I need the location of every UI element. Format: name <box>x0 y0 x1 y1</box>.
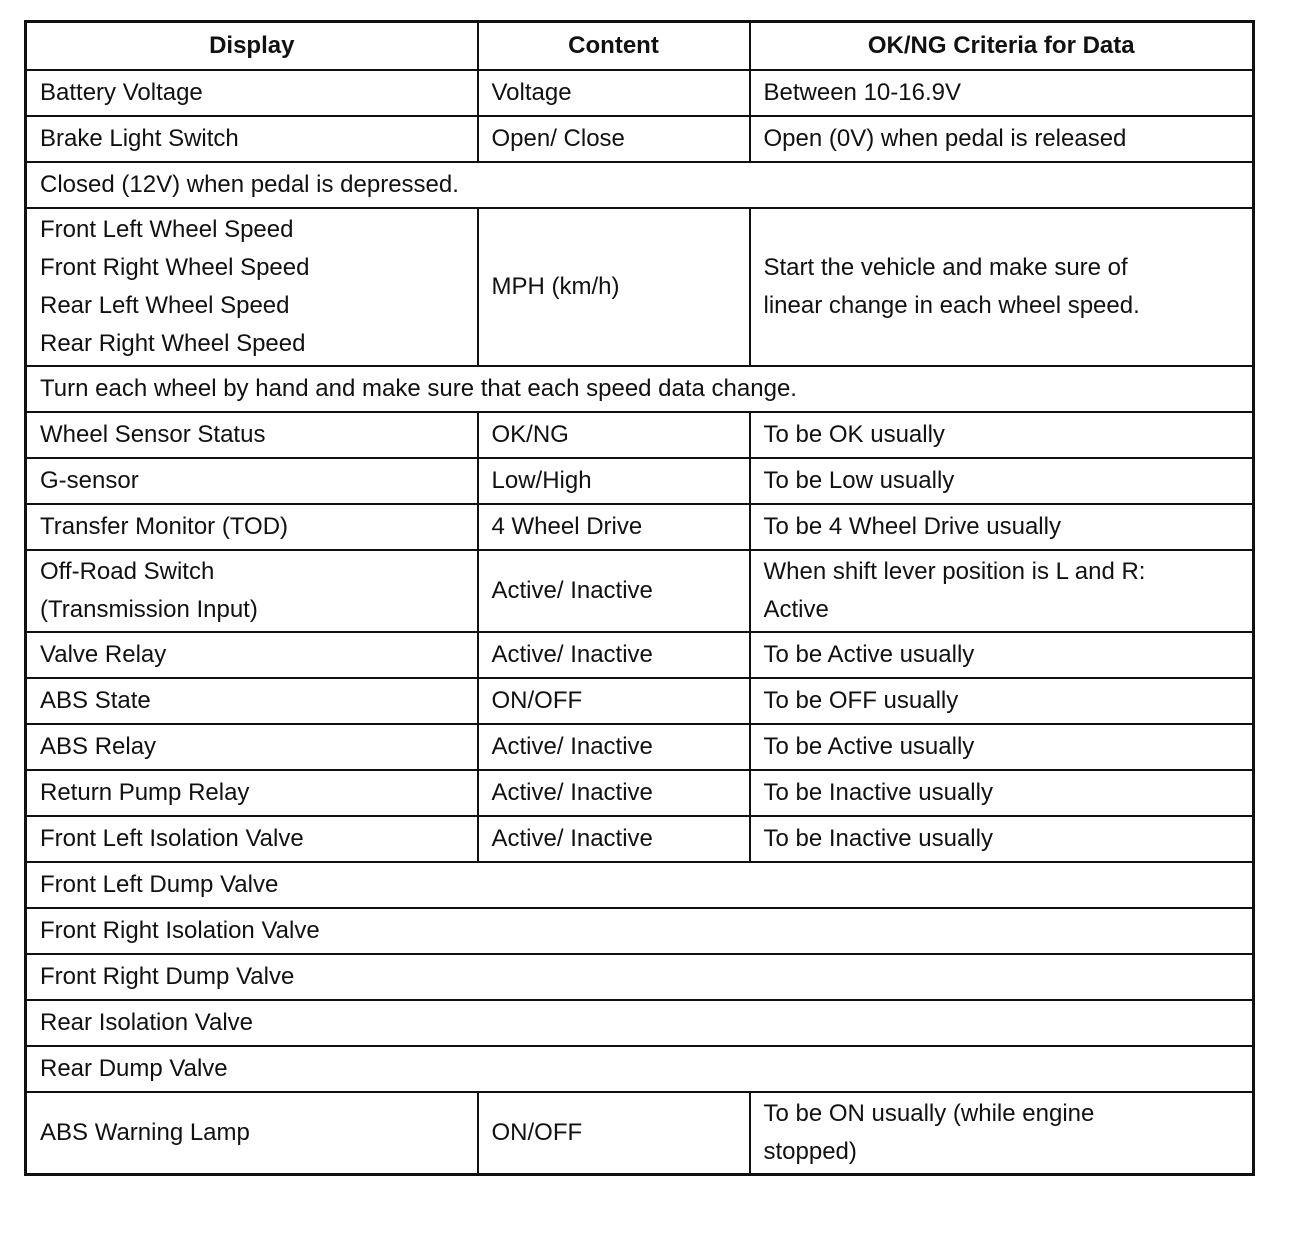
cell-display: Transfer Monitor (TOD) <box>26 504 478 550</box>
table-row-valve-relay <box>26 632 1254 678</box>
wheel-speed-front-left: Front Left Wheel Speed <box>40 216 294 243</box>
cell-display: ABS Relay <box>26 724 478 770</box>
cell-content: Active/ Inactive <box>478 632 750 678</box>
cell-display: Front Right Dump Valve <box>26 954 1254 1000</box>
table-row-front-right-dump-valve <box>26 954 1254 1000</box>
table-row-return-pump-relay <box>26 770 1254 816</box>
cell-content: ON/OFF <box>478 678 750 724</box>
display-line: Off-Road Switch <box>40 558 215 585</box>
table-row-abs-relay <box>26 724 1254 770</box>
cell-display: Brake Light Switch <box>26 116 478 162</box>
cell-criteria: To be Low usually <box>750 458 1254 504</box>
cell-note: Turn each wheel by hand and make sure that each speed data change. <box>26 366 1254 412</box>
cell-criteria: To be Inactive usually <box>750 770 1254 816</box>
table-row-battery-voltage <box>26 70 1254 116</box>
table-row-wheel-speed-note <box>26 366 1254 412</box>
cell-criteria: To be OK usually <box>750 412 1254 458</box>
display-line: (Transmission Input) <box>40 596 258 623</box>
criteria-line: linear change in each wheel speed. <box>763 292 1140 319</box>
cell-criteria: Open (0V) when pedal is released <box>750 116 1254 162</box>
cell-content: Active/ Inactive <box>478 724 750 770</box>
table-row-brake-light-switch <box>26 116 1254 162</box>
wheel-speed-rear-left: Rear Left Wheel Speed <box>40 292 290 319</box>
table-row-g-sensor <box>26 458 1254 504</box>
table-row-transfer-monitor <box>26 504 1254 550</box>
cell-criteria: To be 4 Wheel Drive usually <box>750 504 1254 550</box>
cell-display <box>26 208 478 366</box>
table-row-front-left-isolation-valve <box>26 816 1254 862</box>
cell-criteria: To be Active usually <box>750 632 1254 678</box>
criteria-line: To be ON usually (while engine <box>763 1100 1095 1127</box>
table-row-rear-isolation-valve <box>26 1000 1254 1046</box>
table-row-rear-dump-valve <box>26 1046 1254 1092</box>
table-row-wheel-speed <box>26 208 1254 366</box>
table-header-row <box>26 22 1254 71</box>
cell-criteria: To be Active usually <box>750 724 1254 770</box>
criteria-line: Active <box>763 596 829 623</box>
cell-content: Open/ Close <box>478 116 750 162</box>
cell-display: Front Right Isolation Valve <box>26 908 1254 954</box>
table-row-wheel-sensor-status <box>26 412 1254 458</box>
criteria-line: stopped) <box>763 1138 857 1165</box>
cell-note: Closed (12V) when pedal is depressed. <box>26 162 1254 208</box>
cell-display: Rear Dump Valve <box>26 1046 1254 1092</box>
cell-content: Voltage <box>478 70 750 116</box>
header-content: Content <box>478 22 750 71</box>
cell-criteria: To be Inactive usually <box>750 816 1254 862</box>
cell-display: Front Left Dump Valve <box>26 862 1254 908</box>
header-display: Display <box>26 22 478 71</box>
cell-display <box>26 550 478 632</box>
criteria-line: Start the vehicle and make sure of <box>763 254 1128 281</box>
table-row-front-right-isolation-valve <box>26 908 1254 954</box>
cell-criteria: To be OFF usually <box>750 678 1254 724</box>
table-row-abs-state <box>26 678 1254 724</box>
cell-content: OK/NG <box>478 412 750 458</box>
table-row-abs-warning-lamp <box>26 1092 1254 1175</box>
table-row-brake-light-note <box>26 162 1254 208</box>
cell-display: Wheel Sensor Status <box>26 412 478 458</box>
wheel-speed-front-right: Front Right Wheel Speed <box>40 254 310 281</box>
header-criteria: OK/NG Criteria for Data <box>750 22 1254 71</box>
criteria-line: When shift lever position is L and R: <box>763 558 1146 585</box>
wheel-speed-rear-right: Rear Right Wheel Speed <box>40 330 306 357</box>
cell-content: Active/ Inactive <box>478 770 750 816</box>
cell-content: Low/High <box>478 458 750 504</box>
table-row-front-left-dump-valve <box>26 862 1254 908</box>
cell-display: Rear Isolation Valve <box>26 1000 1254 1046</box>
cell-content: Active/ Inactive <box>478 816 750 862</box>
table-row-off-road-switch <box>26 550 1254 632</box>
cell-display: G-sensor <box>26 458 478 504</box>
cell-display: Front Left Isolation Valve <box>26 816 478 862</box>
cell-criteria <box>750 550 1254 632</box>
cell-criteria <box>750 208 1254 366</box>
cell-content: Active/ Inactive <box>478 550 750 632</box>
diagnostic-data-sheet <box>24 20 1252 1176</box>
cell-content: ON/OFF <box>478 1092 750 1175</box>
cell-display: Return Pump Relay <box>26 770 478 816</box>
cell-content: MPH (km/h) <box>478 208 750 366</box>
cell-content: 4 Wheel Drive <box>478 504 750 550</box>
cell-criteria <box>750 1092 1254 1175</box>
cell-display: ABS Warning Lamp <box>26 1092 478 1175</box>
cell-display: ABS State <box>26 678 478 724</box>
ok-ng-criteria-table <box>24 20 1255 1176</box>
cell-display: Battery Voltage <box>26 70 478 116</box>
cell-display: Valve Relay <box>26 632 478 678</box>
cell-criteria: Between 10-16.9V <box>750 70 1254 116</box>
